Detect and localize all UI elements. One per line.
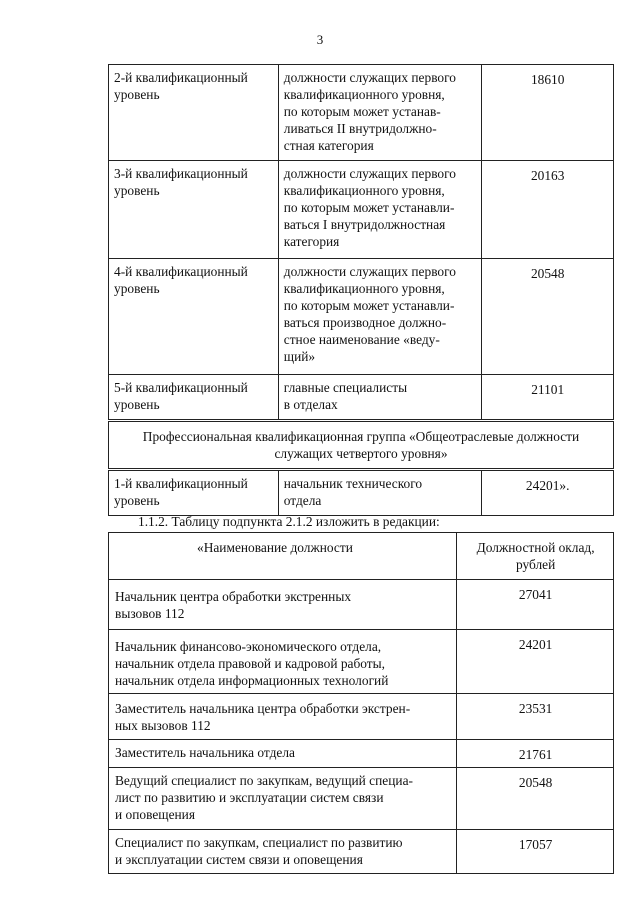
salary-value: 20163 [482, 161, 614, 259]
qualification-level: 3-й квалификационный уровень [109, 161, 279, 259]
table-row [109, 161, 614, 259]
position-description: должности служащих первого квалификационного уровня, по которым может устанав- ливаться II внутридолжно- стная категория [278, 65, 482, 161]
instruction-text: 1.1.2. Таблицу подпункта 2.1.2 изложить в редакции: [138, 514, 440, 529]
table-row [109, 740, 614, 768]
qualification-table [108, 64, 614, 516]
salary-value: 20548 [482, 259, 614, 375]
salary-value: 27041 [457, 580, 614, 630]
salary-value: 20548 [457, 768, 614, 830]
table-row [109, 830, 614, 874]
position-name: Заместитель начальника центра обработки экстрен- ных вызовов 112 [109, 694, 457, 740]
qualification-level: 1-й квалификационный уровень [109, 470, 279, 516]
qualification-level: 4-й квалификационный уровень [109, 259, 279, 375]
group-heading: Профессиональная квалификационная группа «Общеотраслевые должности служащих четвертого уровня» [109, 421, 614, 470]
table-row [109, 768, 614, 830]
position-name: Начальник центра обработки экстренных вызовов 112 [109, 580, 457, 630]
salary-value: 17057 [457, 830, 614, 874]
salary-value: 21761 [457, 740, 614, 768]
position-name: Специалист по закупкам, специалист по развитию и эксплуатации систем связи и оповещения [109, 830, 457, 874]
table-row [109, 630, 614, 694]
position-description: должности служащих первого квалификационного уровня, по которым может устанавли- ваться I внутридолжностная категория [278, 161, 482, 259]
position-description: должности служащих первого квалификационного уровня, по которым может устанавли- ваться производное должно- стное наименование «веду- щий» [278, 259, 482, 375]
qualification-level: 5-й квалификационный уровень [109, 375, 279, 421]
position-description: начальник технического отдела [278, 470, 482, 516]
salary-table [108, 532, 614, 874]
salary-value: 23531 [457, 694, 614, 740]
position-description: главные специалисты в отделах [278, 375, 482, 421]
table-row [109, 694, 614, 740]
column-header-name: «Наименование должности [109, 533, 457, 580]
table-row [109, 259, 614, 375]
table-row [109, 65, 614, 161]
position-name: Заместитель начальника отдела [109, 740, 457, 768]
salary-value: 24201 [457, 630, 614, 694]
salary-value: 18610 [482, 65, 614, 161]
table-row [109, 580, 614, 630]
position-name: Ведущий специалист по закупкам, ведущий специа- лист по развитию и эксплуатации систем связи и оповещения [109, 768, 457, 830]
table-row [109, 470, 614, 516]
salary-value: 24201». [482, 470, 614, 516]
salary-value: 21101 [482, 375, 614, 421]
column-header-salary: Должностной оклад, рублей [457, 533, 614, 580]
group-heading-row [109, 421, 614, 470]
qualification-level: 2-й квалификационный уровень [109, 65, 279, 161]
table-row [109, 375, 614, 421]
page-number: 3 [316, 32, 324, 47]
position-name: Начальник финансово-экономического отдела, начальник отдела правовой и кадровой работы, начальник отдела информационных технологий [109, 630, 457, 694]
table-header-row [109, 533, 614, 580]
